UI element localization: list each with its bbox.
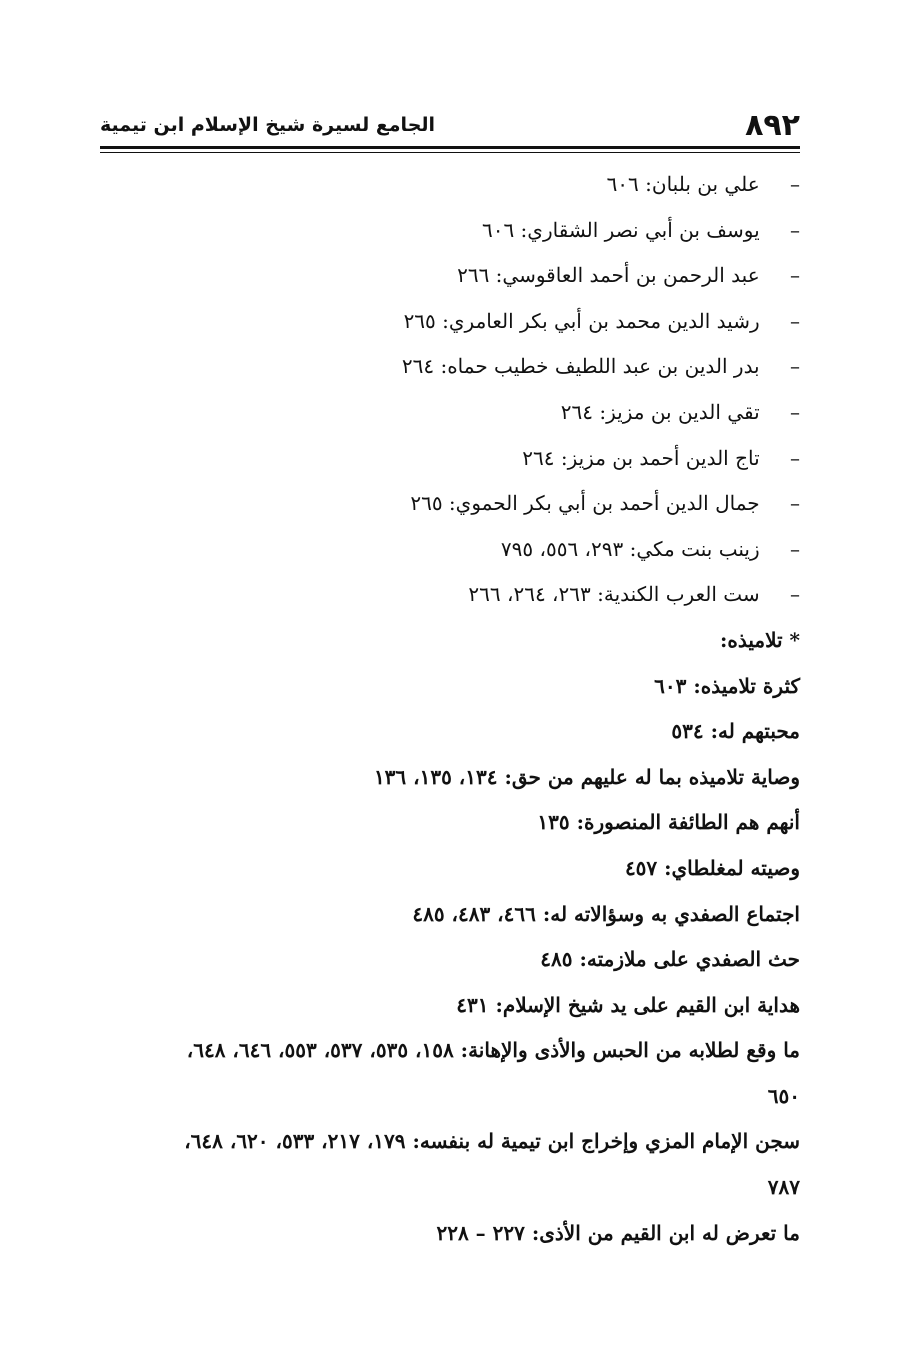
page-number: ٨٩٢ [745, 108, 800, 143]
dash-mark: – [790, 308, 800, 333]
index-entry: كثرة تلاميذه: ٦٠٣ [654, 673, 800, 698]
index-entry: سجن الإمام المزي وإخراج ابن تيمية له بنفسه: ١٧٩، ٢١٧، ٥٣٣، ٦٢٠، ٦٤٨، [184, 1129, 800, 1154]
teacher-item [95, 208, 800, 254]
teacher-item [95, 390, 800, 436]
teacher-item [95, 527, 800, 573]
dash-mark: – [790, 172, 800, 196]
index-entry: ما وقع لطلابه من الحبس والأذى والإهانة: ١٥٨، ٥٣٥، ٥٣٧، ٥٥٣، ٦٤٦، ٦٤٨، [186, 1038, 800, 1063]
teacher-item [95, 344, 800, 390]
header-rule-thin [100, 152, 800, 153]
teacher-item [95, 299, 800, 345]
teacher-text: علي بن بلبان: ٦٠٦ [606, 172, 760, 196]
section-heading: * تلاميذه: [719, 627, 800, 652]
running-title: الجامع لسيرة شيخ الإسلام ابن تيمية [100, 114, 436, 136]
teacher-text: عبد الرحمن بن أحمد العاقوسي: ٢٦٦ [457, 263, 760, 288]
index-entry-continuation: ٦٥٠ [767, 1083, 800, 1108]
teacher-text: تقي الدين بن مزيز: ٢٦٤ [560, 399, 760, 424]
teacher-item [95, 481, 800, 527]
index-entry: حث الصفدي على ملازمته: ٤٨٥ [540, 947, 800, 972]
index-entry: وصيته لمغلطاي: ٤٥٧ [624, 855, 800, 880]
index-entry: أنهم هم الطائفة المنصورة: ١٣٥ [537, 810, 800, 835]
teacher-text: رشيد الدين محمد بن أبي بكر العامري: ٢٦٥ [403, 308, 760, 333]
teacher-text: يوسف بن أبي نصر الشقاري: ٦٠٦ [481, 217, 760, 242]
teacher-text: تاج الدين أحمد بن مزيز: ٢٦٤ [522, 445, 760, 470]
teacher-item [95, 436, 800, 482]
index-entry: اجتماع الصفدي به وسؤالاته له: ٤٦٦، ٤٨٣، ٤٨٥ [412, 901, 800, 926]
index-entry: محبتهم له: ٥٣٤ [671, 719, 800, 744]
page-header [100, 108, 800, 148]
dash-mark: – [790, 399, 800, 424]
teacher-item [95, 162, 800, 208]
teacher-text: ست العرب الكندية: ٢٦٣، ٢٦٤، ٢٦٦ [468, 582, 760, 607]
teacher-item [95, 253, 800, 299]
teacher-text: زينب بنت مكي: ٢٩٣، ٥٥٦، ٧٩٥ [500, 536, 760, 561]
dash-mark: – [790, 491, 800, 516]
teacher-item [95, 572, 800, 618]
index-entry: هداية ابن القيم على يد شيخ الإسلام: ٤٣١ [456, 992, 800, 1017]
index-entry-continuation: ٧٨٧ [767, 1175, 800, 1200]
dash-mark: – [790, 445, 800, 470]
dash-mark: – [790, 263, 800, 288]
index-entry: وصاية تلاميذه بما له عليهم من حق: ١٣٤، ١٣٥، ١٣٦ [373, 764, 800, 789]
teacher-text: جمال الدين أحمد بن أبي بكر الحموي: ٢٦٥ [410, 491, 760, 516]
index-content [95, 162, 800, 1256]
index-entry: ما تعرض له ابن القيم من الأذى: ٢٢٧ – ٢٢٨ [436, 1220, 800, 1245]
dash-mark: – [790, 217, 800, 242]
header-rule-thick [100, 146, 800, 149]
dash-mark: – [790, 582, 800, 607]
teacher-text: بدر الدين بن عبد اللطيف خطيب حماه: ٢٦٤ [401, 354, 760, 379]
dash-mark: – [790, 354, 800, 379]
dash-mark: – [790, 536, 800, 561]
